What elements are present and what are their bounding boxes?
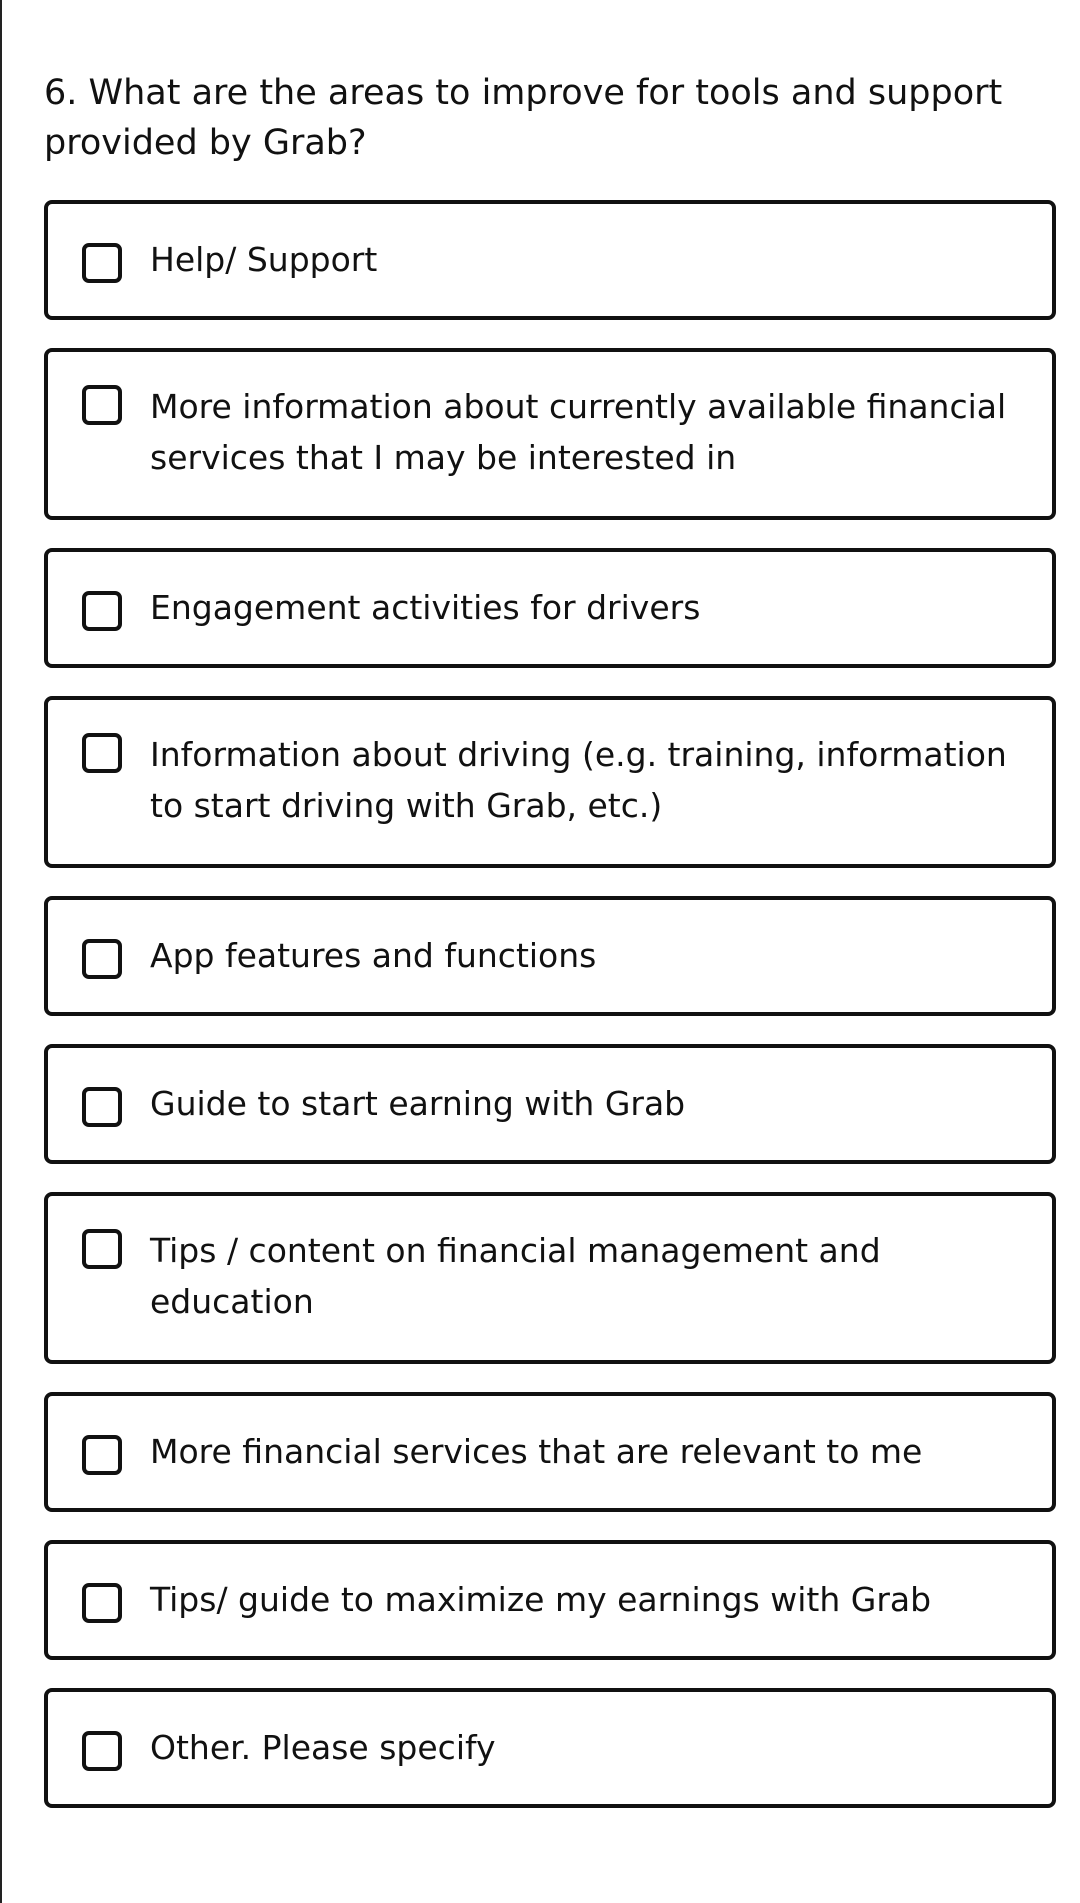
option-label: Tips/ guide to maximize my earnings with Grab: [150, 1580, 932, 1619]
checkbox[interactable]: [82, 1229, 122, 1269]
option-label: Engagement activities for drivers: [150, 588, 701, 627]
checkbox[interactable]: [82, 939, 122, 979]
option-financial-services-info[interactable]: [44, 348, 1056, 520]
option-app-features[interactable]: [44, 896, 1056, 1016]
option-relevant-financial-services[interactable]: [44, 1392, 1056, 1512]
checkbox[interactable]: [82, 1731, 122, 1771]
checkbox[interactable]: [82, 1435, 122, 1475]
option-label: Tips / content on financial management and education: [150, 1231, 881, 1321]
checkbox[interactable]: [82, 591, 122, 631]
option-label: More information about currently available financial services that I may be interested in: [150, 387, 1007, 477]
option-label: App features and functions: [150, 936, 597, 975]
option-label: Help/ Support: [150, 240, 378, 279]
question-text: 6. What are the areas to improve for tools and support provided by Grab?: [44, 73, 1003, 163]
checkbox[interactable]: [82, 733, 122, 773]
option-other[interactable]: [44, 1688, 1056, 1808]
checkbox[interactable]: [82, 243, 122, 283]
option-maximize-earnings[interactable]: [44, 1540, 1056, 1660]
option-label: Guide to start earning with Grab: [150, 1084, 686, 1123]
checkbox[interactable]: [82, 1087, 122, 1127]
checkbox[interactable]: [82, 1583, 122, 1623]
option-help-support[interactable]: [44, 200, 1056, 320]
option-driving-information[interactable]: [44, 696, 1056, 868]
option-earning-guide[interactable]: [44, 1044, 1056, 1164]
option-label: Other. Please specify: [150, 1728, 496, 1767]
checkbox[interactable]: [82, 385, 122, 425]
option-financial-tips[interactable]: [44, 1192, 1056, 1364]
option-label: More financial services that are relevant to me: [150, 1432, 923, 1471]
option-label: Information about driving (e.g. training, information to start driving with Grab, etc.): [150, 735, 1007, 825]
option-list: [44, 200, 1056, 1836]
option-engagement-activities[interactable]: [44, 548, 1056, 668]
